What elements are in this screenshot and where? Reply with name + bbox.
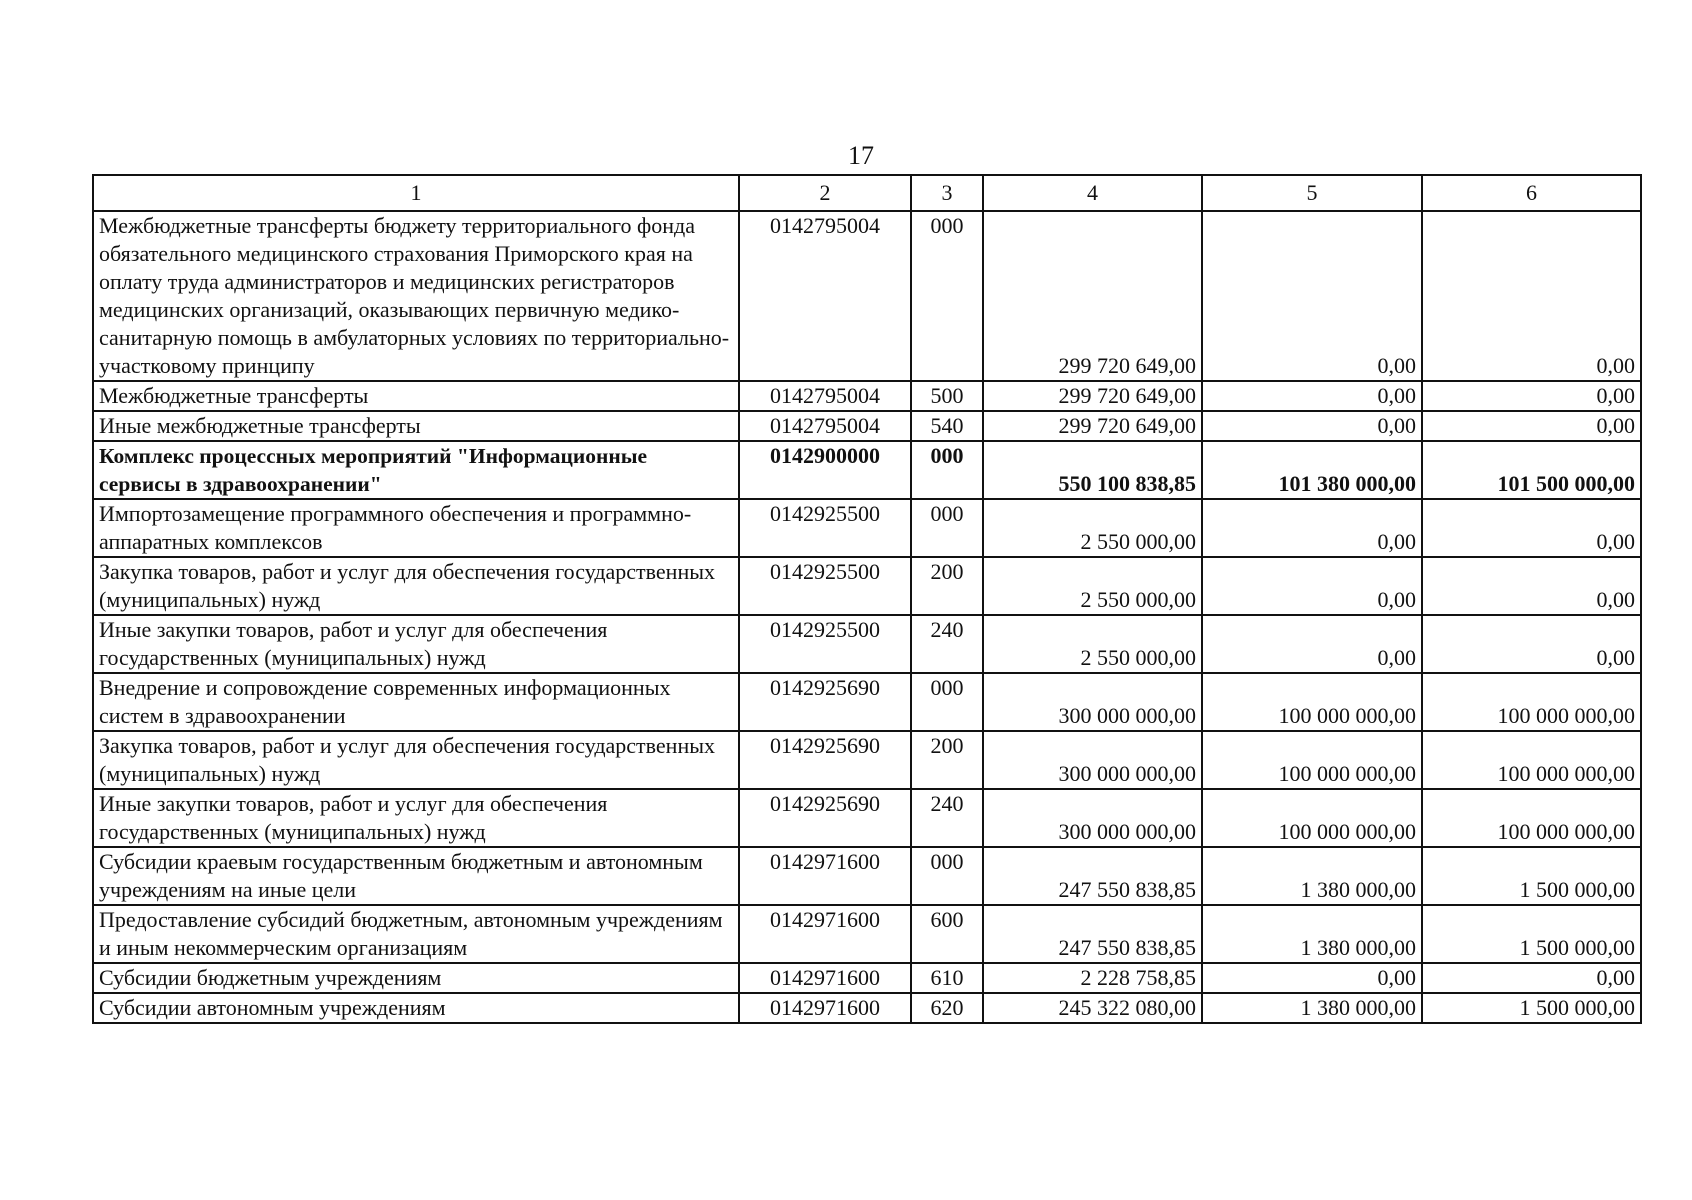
row-kind-cell: 200 [911, 731, 983, 789]
row-code-cell: 0142971600 [739, 993, 911, 1023]
row-value-col6: 0,00 [1422, 211, 1641, 381]
row-code-cell: 0142795004 [739, 381, 911, 411]
row-name-cell: Комплекс процессных мероприятий "Информационные сервисы в здравоохранении" [93, 441, 739, 499]
header-row [93, 175, 1641, 211]
row-value-col4: 300 000 000,00 [983, 789, 1202, 847]
row-code-cell: 0142925690 [739, 731, 911, 789]
row-value-col4: 247 550 838,85 [983, 905, 1202, 963]
row-kind-cell: 000 [911, 441, 983, 499]
row-value-col4: 300 000 000,00 [983, 673, 1202, 731]
row-name-cell: Межбюджетные трансферты бюджету территориального фонда обязательного медицинского страхования Приморского края на оплату труда администраторов и медицинских регистраторов медицинских организаций, оказывающих первичную медико-санитарную помощь в амбулаторных условиях по территориально-участковому принципу [93, 211, 739, 381]
row-kind-cell: 240 [911, 615, 983, 673]
row-name-cell: Иные закупки товаров, работ и услуг для обеспечения государственных (муниципальных) нужд [93, 789, 739, 847]
row-value-col6: 0,00 [1422, 963, 1641, 993]
row-value-col5: 1 380 000,00 [1202, 993, 1422, 1023]
row-value-col4: 300 000 000,00 [983, 731, 1202, 789]
table-body [93, 211, 1641, 1023]
row-value-col4: 550 100 838,85 [983, 441, 1202, 499]
row-kind-cell: 000 [911, 673, 983, 731]
table-row [93, 905, 1641, 963]
row-code-cell: 0142900000 [739, 441, 911, 499]
row-code-cell: 0142971600 [739, 963, 911, 993]
row-name-cell: Субсидии автономным учреждениям [93, 993, 739, 1023]
row-name-cell: Предоставление субсидий бюджетным, автономным учреждениям и иным некоммерческим организациям [93, 905, 739, 963]
row-value-col5: 0,00 [1202, 557, 1422, 615]
row-code-cell: 0142971600 [739, 905, 911, 963]
row-value-col5: 0,00 [1202, 615, 1422, 673]
row-value-col6: 100 000 000,00 [1422, 789, 1641, 847]
row-value-col6: 0,00 [1422, 411, 1641, 441]
row-kind-cell: 000 [911, 499, 983, 557]
row-value-col4: 245 322 080,00 [983, 993, 1202, 1023]
row-kind-cell: 000 [911, 847, 983, 905]
row-value-col5: 100 000 000,00 [1202, 673, 1422, 731]
row-code-cell: 0142925500 [739, 499, 911, 557]
row-value-col5: 100 000 000,00 [1202, 789, 1422, 847]
row-value-col6: 0,00 [1422, 615, 1641, 673]
row-value-col4: 299 720 649,00 [983, 411, 1202, 441]
row-value-col5: 1 380 000,00 [1202, 905, 1422, 963]
table-row [93, 557, 1641, 615]
row-name-cell: Импортозамещение программного обеспечения и программно-аппаратных комплексов [93, 499, 739, 557]
header-col-3: 3 [911, 175, 983, 211]
header-col-2: 2 [739, 175, 911, 211]
row-name-cell: Межбюджетные трансферты [93, 381, 739, 411]
row-kind-cell: 540 [911, 411, 983, 441]
table-row [93, 615, 1641, 673]
row-code-cell: 0142925690 [739, 673, 911, 731]
header-col-4: 4 [983, 175, 1202, 211]
row-value-col6: 101 500 000,00 [1422, 441, 1641, 499]
row-value-col4: 2 550 000,00 [983, 615, 1202, 673]
table-row [93, 411, 1641, 441]
row-code-cell: 0142925500 [739, 615, 911, 673]
row-value-col4: 299 720 649,00 [983, 211, 1202, 381]
row-value-col5: 101 380 000,00 [1202, 441, 1422, 499]
table-row [93, 731, 1641, 789]
row-value-col6: 100 000 000,00 [1422, 731, 1641, 789]
row-kind-cell: 200 [911, 557, 983, 615]
row-code-cell: 0142971600 [739, 847, 911, 905]
header-col-5: 5 [1202, 175, 1422, 211]
row-name-cell: Иные закупки товаров, работ и услуг для обеспечения государственных (муниципальных) нужд [93, 615, 739, 673]
row-code-cell: 0142795004 [739, 211, 911, 381]
row-value-col5: 100 000 000,00 [1202, 731, 1422, 789]
row-name-cell: Закупка товаров, работ и услуг для обеспечения государственных (муниципальных) нужд [93, 731, 739, 789]
row-kind-cell: 600 [911, 905, 983, 963]
row-value-col6: 0,00 [1422, 381, 1641, 411]
row-name-cell: Закупка товаров, работ и услуг для обеспечения государственных (муниципальных) нужд [93, 557, 739, 615]
table-row [93, 993, 1641, 1023]
row-code-cell: 0142795004 [739, 411, 911, 441]
row-value-col6: 1 500 000,00 [1422, 993, 1641, 1023]
table-row [93, 963, 1641, 993]
row-name-cell: Внедрение и сопровождение современных информационных систем в здравоохранении [93, 673, 739, 731]
row-value-col5: 0,00 [1202, 381, 1422, 411]
row-value-col5: 0,00 [1202, 211, 1422, 381]
row-value-col5: 0,00 [1202, 411, 1422, 441]
row-name-cell: Иные межбюджетные трансферты [93, 411, 739, 441]
row-name-cell: Субсидии краевым государственным бюджетным и автономным учреждениям на иные цели [93, 847, 739, 905]
row-name-cell: Субсидии бюджетным учреждениям [93, 963, 739, 993]
row-value-col5: 0,00 [1202, 499, 1422, 557]
table-row [93, 499, 1641, 557]
row-kind-cell: 500 [911, 381, 983, 411]
row-value-col5: 0,00 [1202, 963, 1422, 993]
row-kind-cell: 620 [911, 993, 983, 1023]
table-header [93, 175, 1641, 211]
header-col-6: 6 [1422, 175, 1641, 211]
table-row [93, 381, 1641, 411]
row-value-col4: 299 720 649,00 [983, 381, 1202, 411]
table-row [93, 211, 1641, 381]
row-value-col4: 247 550 838,85 [983, 847, 1202, 905]
row-kind-cell: 240 [911, 789, 983, 847]
row-value-col4: 2 228 758,85 [983, 963, 1202, 993]
row-value-col6: 0,00 [1422, 557, 1641, 615]
row-value-col6: 0,00 [1422, 499, 1641, 557]
row-code-cell: 0142925500 [739, 557, 911, 615]
budget-table [92, 174, 1642, 1024]
table-row [93, 789, 1641, 847]
row-code-cell: 0142925690 [739, 789, 911, 847]
table-row [93, 847, 1641, 905]
row-value-col5: 1 380 000,00 [1202, 847, 1422, 905]
table-row [93, 441, 1641, 499]
row-value-col6: 1 500 000,00 [1422, 847, 1641, 905]
row-value-col4: 2 550 000,00 [983, 557, 1202, 615]
row-value-col4: 2 550 000,00 [983, 499, 1202, 557]
header-col-1: 1 [93, 175, 739, 211]
page-number: 17 [848, 141, 874, 170]
row-value-col6: 1 500 000,00 [1422, 905, 1641, 963]
row-kind-cell: 000 [911, 211, 983, 381]
row-kind-cell: 610 [911, 963, 983, 993]
row-value-col6: 100 000 000,00 [1422, 673, 1641, 731]
table-row [93, 673, 1641, 731]
